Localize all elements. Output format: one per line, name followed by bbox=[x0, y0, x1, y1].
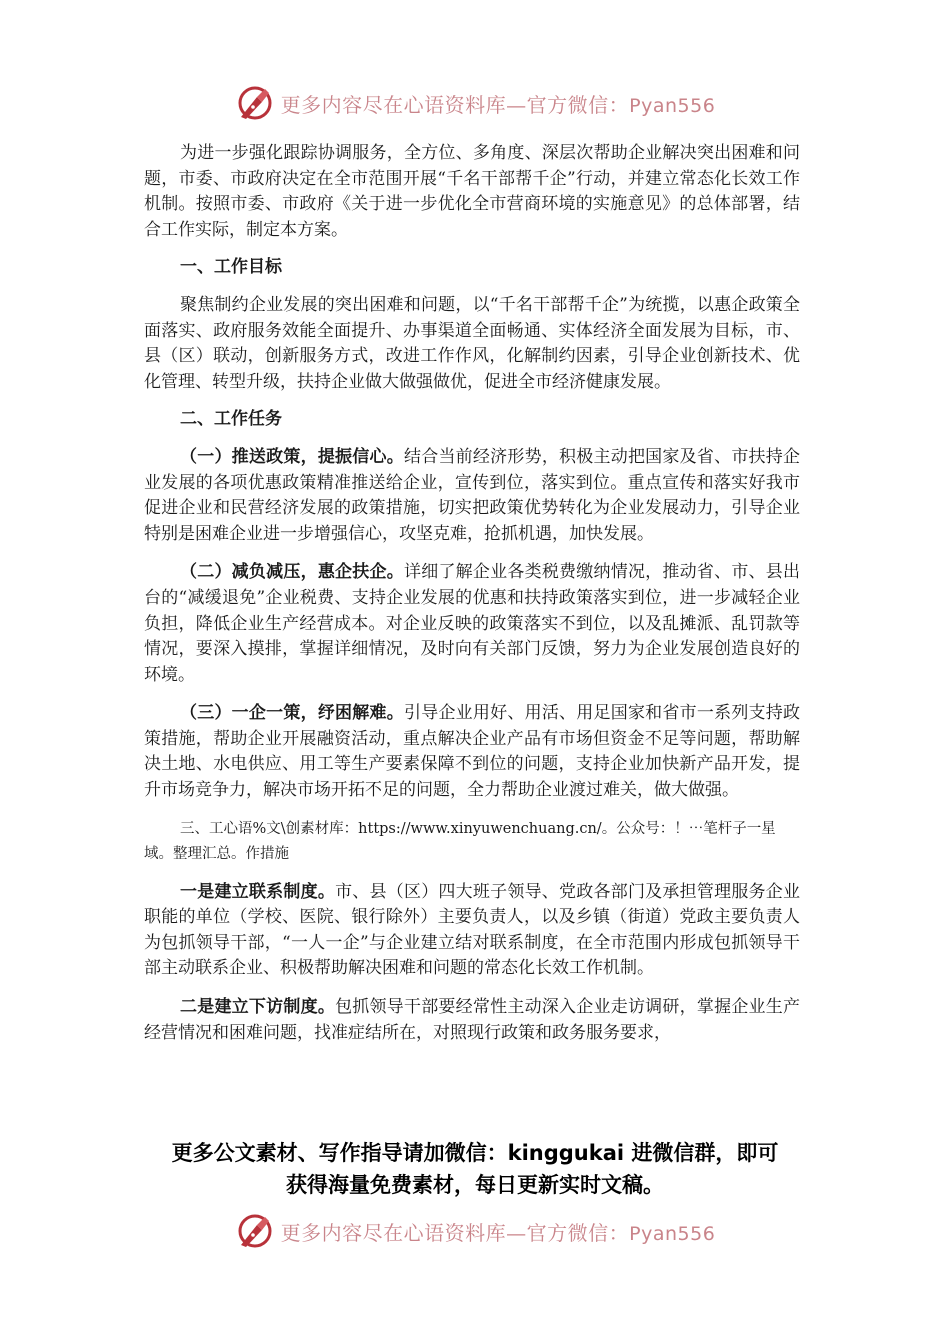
footer-banner bbox=[0, 1209, 950, 1253]
measure-item-1-title: 一是建立联系制度。 bbox=[180, 881, 336, 902]
task-item-2 bbox=[144, 560, 800, 688]
promo-line-2: 获得海量免费素材，每日更新实时文稿。 bbox=[286, 1173, 664, 1197]
header-wechat-id: Pyan556 bbox=[629, 94, 716, 117]
task-item-1-title: （一）推送政策，提振信心。 bbox=[180, 446, 404, 467]
intro-paragraph: 为进一步强化跟踪协调服务，全方位、多角度、深层次帮助企业解决突出困难和问题，市委、市政府决定在全市范围开展“千名干部帮千企”行动，并建立常态化长效工作机制。按照市委、市政府《关于进一步优化全市营商环境的实施意见》的总体部署，结合工作实际，制定本方案。 bbox=[144, 143, 800, 240]
task-item-2-title: （二）减负减压，惠企扶企。 bbox=[180, 562, 404, 583]
measure-item-1-body: 市、县（区）四大班子领导、党政各部门及承担管理服务企业职能的单位（学校、医院、银行除外）主要负责人，以及乡镇（街道）党政主要负责人为包抓领导干部，“一人一企”与企业建立结对联系制度，在全市范围内形成包抓领导干部主动联系企业、积极帮助解决困难和问题的常态化长效工作机制。 bbox=[144, 881, 801, 979]
task-item-2-body: 详细了解企业各类税费缴纳情况，推动省、市、县出台的“减缓退免”企业税费、支持企业发展的优惠和扶持政策落实到位，进一步减轻企业负担，降低企业生产经营成本。对企业反映的政策落实不到位，以及乱摊派、乱罚款等情况，要深入摸排，掌握详细情况，及时向有关部门反馈，努力为企业发展创造良好的环境。 bbox=[144, 562, 801, 685]
measure-item-2-body: 包抓领导干部要经常性主动深入企业走访调研，掌握企业生产经营情况和困难问题，找准症结所在，对照现行政策和政务服务要求， bbox=[144, 997, 801, 1043]
measure-item-1 bbox=[144, 880, 800, 982]
pen-nib-logo-icon bbox=[235, 1211, 275, 1251]
task-item-3-title: （三）一企一策，纾困解难。 bbox=[180, 703, 404, 724]
section-heading-tasks: 二、工作任务 bbox=[180, 409, 282, 430]
task-item-1 bbox=[144, 445, 800, 547]
promo-line-1: 更多公文素材、写作指导请加微信：kinggukai 进微信群，即可 bbox=[171, 1141, 779, 1165]
document-body bbox=[144, 141, 800, 1046]
section-heading-measures-note: 三、工心语%文\创素材库：https://www.xinyuwenchuang.cn/。公众号：！⋯笔杆子一星域。整理汇总。作措施 bbox=[144, 820, 776, 862]
measure-item-2-title: 二是建立下访制度。 bbox=[180, 997, 336, 1018]
promo-block bbox=[100, 1137, 850, 1201]
task-item-3 bbox=[144, 701, 800, 803]
task-item-1-body: 结合当前经济形势，积极主动把国家及省、市扶持企业发展的各项优惠政策精准推送给企业，宣传到位，落实到位。重点宣传和落实好我市促进企业和民营经济发展的政策措施，切实把政策优势转化为企业发展动力，引导企业特别是困难企业进一步增强信心，攻坚克难，抢抓机遇，加快发展。 bbox=[144, 446, 801, 544]
goals-paragraph: 聚焦制约企业发展的突出困难和问题，以“千名干部帮千企”为统揽，以惠企政策全面落实、政府服务效能全面提升、办事渠道全面畅通、实体经济全面发展为目标，市、县（区）联动，创新服务方式，改进工作作风，化解制约因素，引导企业创新技术、优化管理、转型升级，扶持企业做大做强做优，促进全市经济健康发展。 bbox=[144, 294, 800, 392]
task-item-3-body: 引导企业用好、用活、用足国家和省市一系列支持政策措施，帮助企业开展融资活动，重点解决企业产品有市场但资金不足等问题，帮助解决土地、水电供应、用工等生产要素保障不到位的问题，支持企业加快新产品开发，提升市场竞争力，解决市场开拓不足的问题，全力帮助企业渡过难关，做大做强。 bbox=[144, 703, 801, 801]
section-heading-goals: 一、工作目标 bbox=[180, 257, 282, 278]
header-banner-text: 更多内容尽在心语资料库—官方微信：Pyan556 bbox=[280, 92, 716, 117]
footer-wechat-id: Pyan556 bbox=[629, 1222, 716, 1245]
measure-item-2 bbox=[144, 995, 800, 1046]
pen-nib-logo-icon bbox=[235, 83, 275, 123]
header-banner bbox=[0, 81, 950, 125]
footer-banner-text: 更多内容尽在心语资料库—官方微信：Pyan556 bbox=[280, 1220, 716, 1245]
